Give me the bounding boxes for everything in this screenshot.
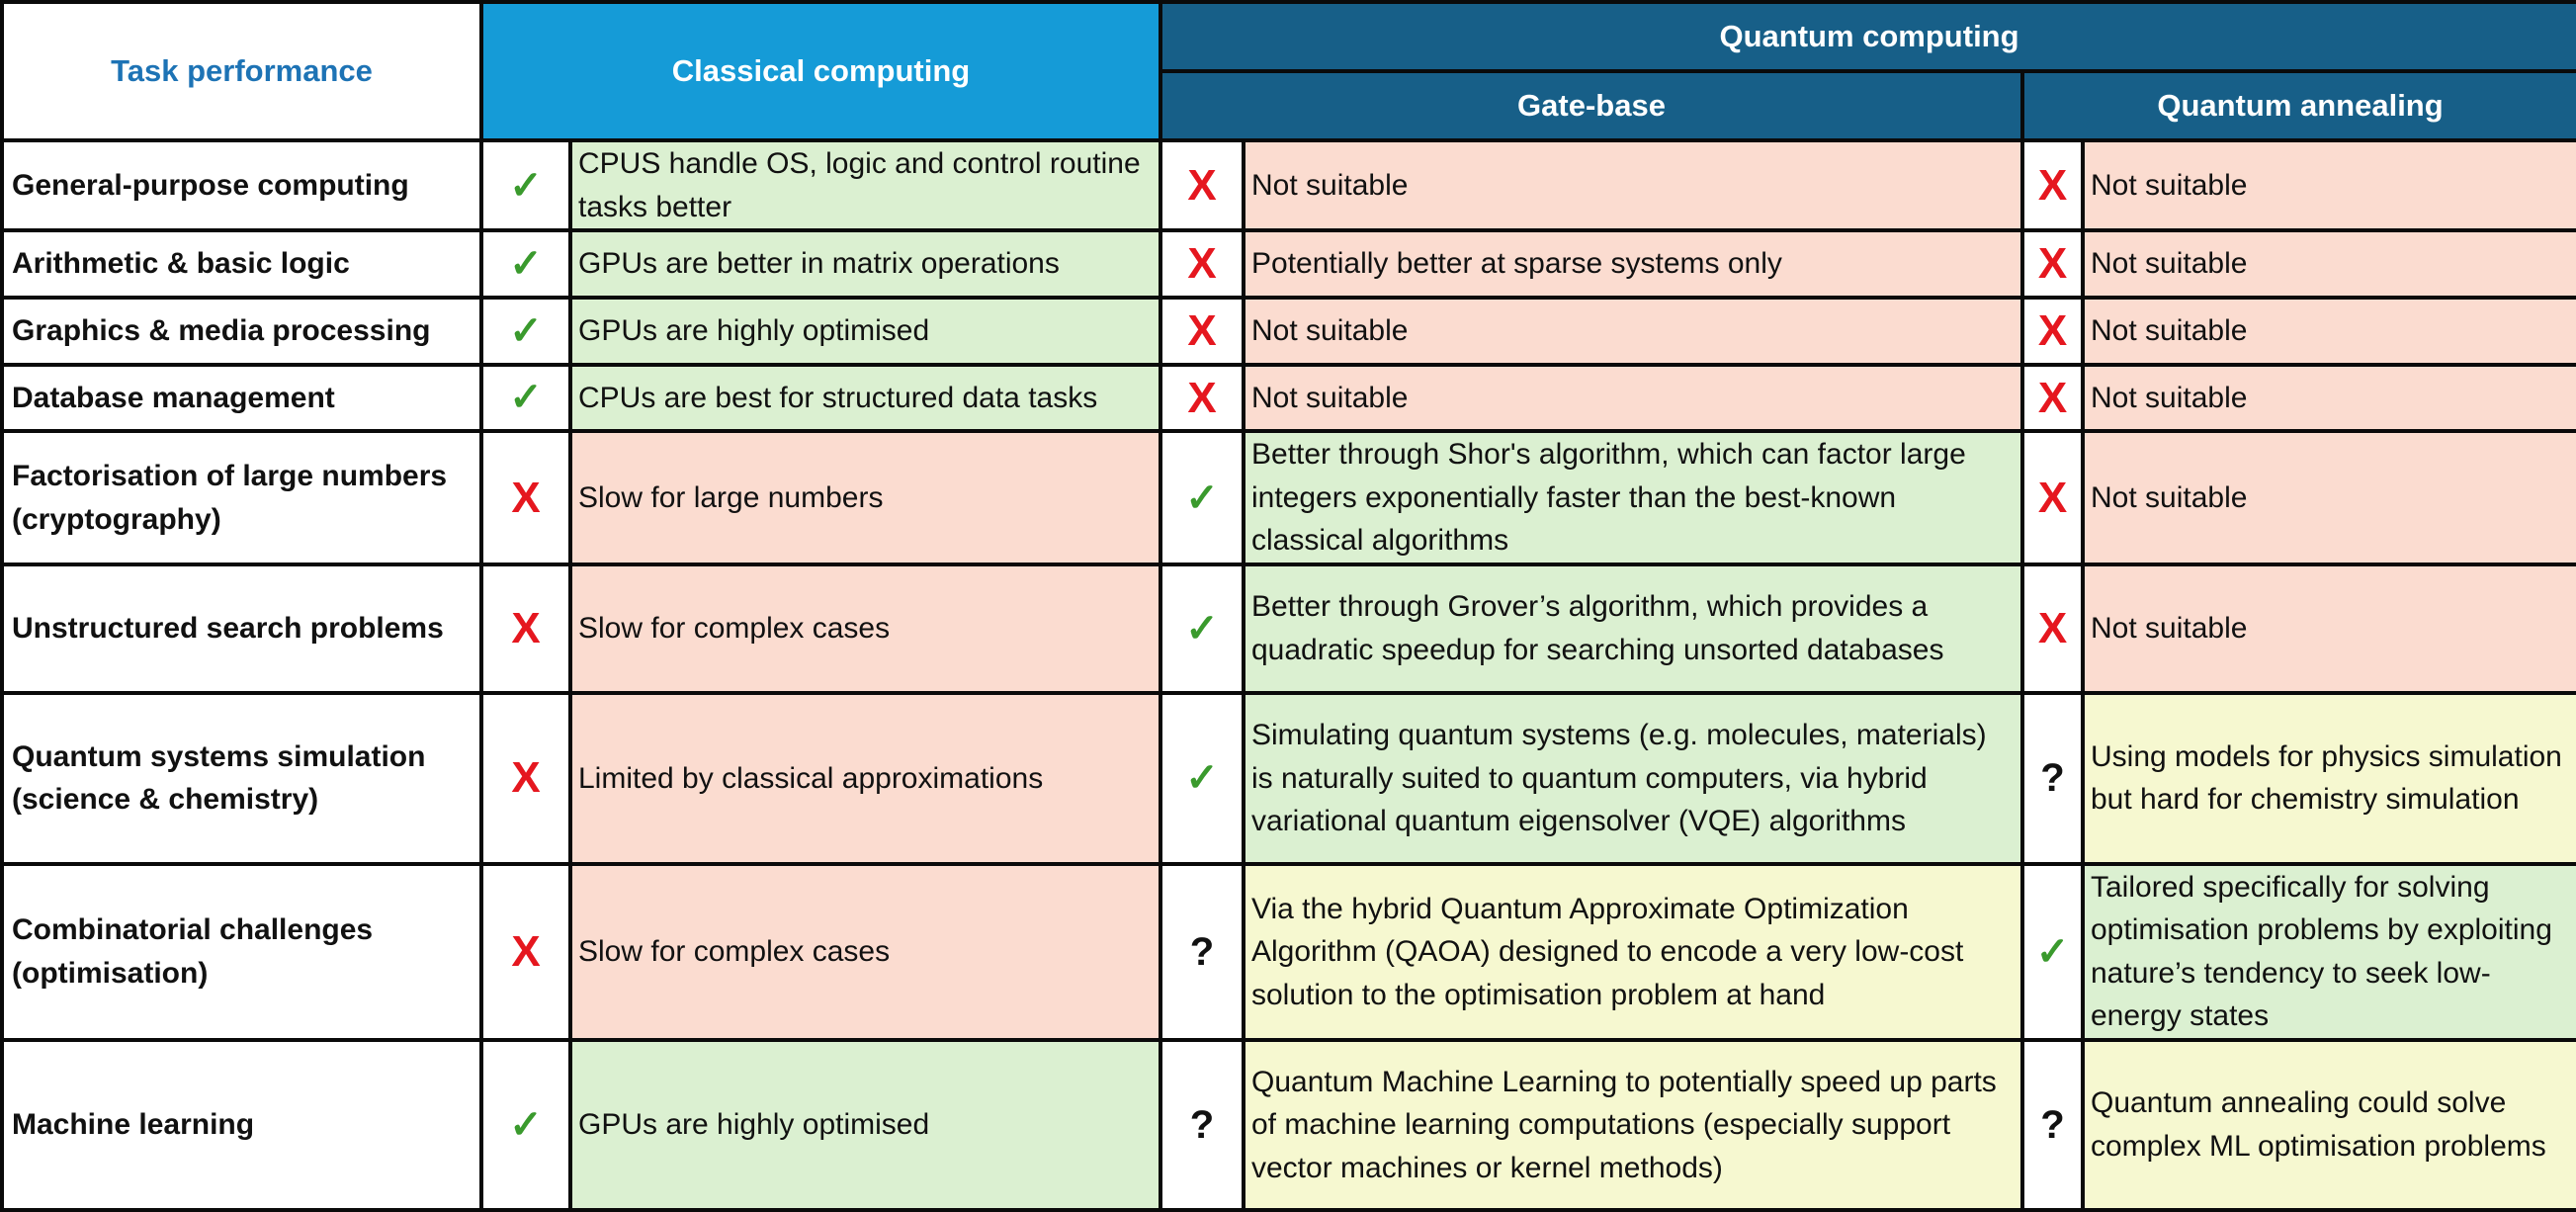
header-quantum-annealing: Quantum annealing — [2022, 71, 2576, 140]
annealing-description: Not suitable — [2083, 365, 2576, 432]
annealing-description: Quantum annealing could solve complex ML optimisation problems — [2083, 1040, 2576, 1210]
task-name: Arithmetic & basic logic — [2, 230, 481, 298]
gate-description: Not suitable — [1244, 365, 2022, 432]
annealing-description: Not suitable — [2083, 431, 2576, 564]
task-name: Unstructured search problems — [2, 564, 481, 693]
gate-description: Not suitable — [1244, 298, 2022, 365]
classical-cross-icon: X — [481, 864, 570, 1040]
classical-description: Slow for complex cases — [570, 864, 1160, 1040]
task-name: Quantum systems simulation (science & chemistry) — [2, 693, 481, 864]
classical-check-icon: ✓ — [481, 140, 570, 230]
table-row — [2, 431, 2576, 564]
annealing-question-icon: ? — [2022, 693, 2083, 864]
annealing-description: Not suitable — [2083, 564, 2576, 693]
gate-check-icon: ✓ — [1160, 564, 1244, 693]
gate-description: Not suitable — [1244, 140, 2022, 230]
task-name: Graphics & media processing — [2, 298, 481, 365]
table-row — [2, 864, 2576, 1040]
gate-description: Simulating quantum systems (e.g. molecules, materials) is naturally suited to quantum computers, via hybrid variational quantum eigensolver (VQE) algorithms — [1244, 693, 2022, 864]
gate-check-icon: ✓ — [1160, 693, 1244, 864]
classical-cross-icon: X — [481, 693, 570, 864]
annealing-description: Not suitable — [2083, 230, 2576, 298]
gate-description: Better through Grover’s algorithm, which provides a quadratic speedup for searching unsorted databases — [1244, 564, 2022, 693]
annealing-cross-icon: X — [2022, 431, 2083, 564]
classical-check-icon: ✓ — [481, 298, 570, 365]
annealing-cross-icon: X — [2022, 140, 2083, 230]
table-body — [2, 140, 2576, 1210]
table-row — [2, 365, 2576, 432]
classical-cross-icon: X — [481, 564, 570, 693]
gate-description: Potentially better at sparse systems only — [1244, 230, 2022, 298]
table-header — [2, 2, 2576, 140]
classical-description: CPUs are best for structured data tasks — [570, 365, 1160, 432]
annealing-cross-icon: X — [2022, 365, 2083, 432]
gate-check-icon: ✓ — [1160, 431, 1244, 564]
classical-description: Limited by classical approximations — [570, 693, 1160, 864]
annealing-cross-icon: X — [2022, 564, 2083, 693]
annealing-description: Not suitable — [2083, 140, 2576, 230]
gate-question-icon: ? — [1160, 1040, 1244, 1210]
gate-description: Via the hybrid Quantum Approximate Optimization Algorithm (QAOA) designed to encode a very low-cost solution to the optimisation problem at hand — [1244, 864, 2022, 1040]
table-row — [2, 230, 2576, 298]
annealing-description: Tailored specifically for solving optimisation problems by exploiting nature’s tendency to seek low-energy states — [2083, 864, 2576, 1040]
classical-description: GPUs are highly optimised — [570, 298, 1160, 365]
gate-cross-icon: X — [1160, 140, 1244, 230]
gate-cross-icon: X — [1160, 365, 1244, 432]
classical-check-icon: ✓ — [481, 365, 570, 432]
gate-cross-icon: X — [1160, 298, 1244, 365]
table-row — [2, 564, 2576, 693]
header-quantum-computing: Quantum computing — [1160, 2, 2576, 71]
task-name: Combinatorial challenges (optimisation) — [2, 864, 481, 1040]
gate-description: Better through Shor's algorithm, which can factor large integers exponentially faster than the best-known classical algorithms — [1244, 431, 2022, 564]
table-row — [2, 140, 2576, 230]
task-name: General-purpose computing — [2, 140, 481, 230]
classical-description: Slow for complex cases — [570, 564, 1160, 693]
annealing-description: Using models for physics simulation but hard for chemistry simulation — [2083, 693, 2576, 864]
annealing-description: Not suitable — [2083, 298, 2576, 365]
header-gate-base: Gate-base — [1160, 71, 2022, 140]
table-row — [2, 693, 2576, 864]
header-classical-computing: Classical computing — [481, 2, 1160, 140]
classical-check-icon: ✓ — [481, 230, 570, 298]
task-name: Factorisation of large numbers (cryptography) — [2, 431, 481, 564]
annealing-check-icon: ✓ — [2022, 864, 2083, 1040]
classical-check-icon: ✓ — [481, 1040, 570, 1210]
gate-description: Quantum Machine Learning to potentially speed up parts of machine learning computations (especially support vector machines or kernel methods) — [1244, 1040, 2022, 1210]
gate-cross-icon: X — [1160, 230, 1244, 298]
annealing-question-icon: ? — [2022, 1040, 2083, 1210]
table-row — [2, 1040, 2576, 1210]
task-name: Database management — [2, 365, 481, 432]
annealing-cross-icon: X — [2022, 298, 2083, 365]
classical-description: CPUS handle OS, logic and control routine tasks better — [570, 140, 1160, 230]
gate-question-icon: ? — [1160, 864, 1244, 1040]
header-task-performance: Task performance — [2, 2, 481, 140]
classical-description: GPUs are better in matrix operations — [570, 230, 1160, 298]
classical-description: Slow for large numbers — [570, 431, 1160, 564]
annealing-cross-icon: X — [2022, 230, 2083, 298]
classical-cross-icon: X — [481, 431, 570, 564]
classical-description: GPUs are highly optimised — [570, 1040, 1160, 1210]
task-name: Machine learning — [2, 1040, 481, 1210]
table-row — [2, 298, 2576, 365]
